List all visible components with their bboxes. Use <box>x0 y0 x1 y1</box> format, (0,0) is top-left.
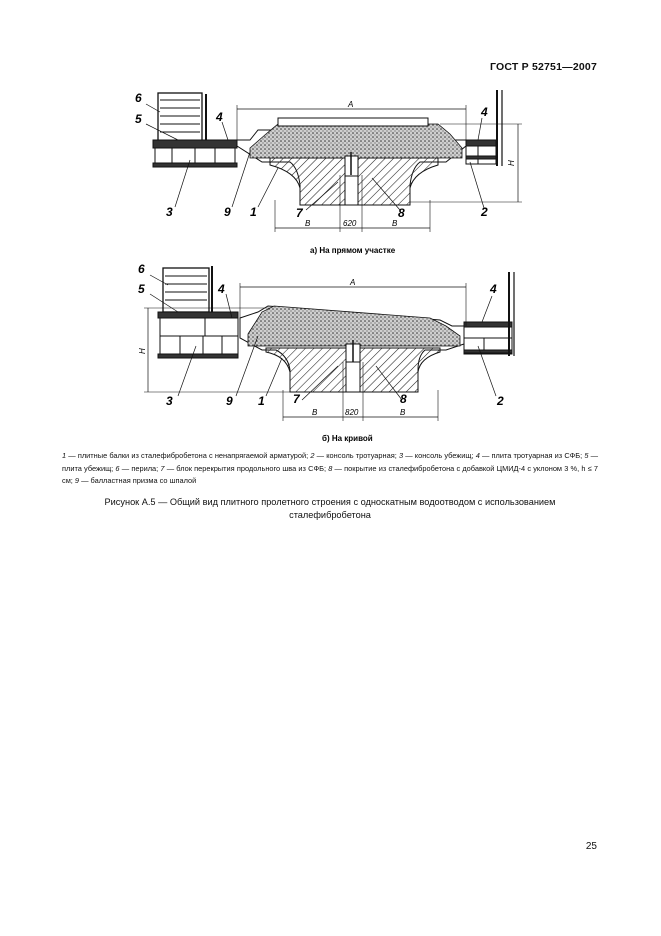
fig-a-label-4-left: 4 <box>216 110 223 124</box>
figure-caption-line-2: сталефибробетона <box>289 509 371 520</box>
fig-a-dim-gap: 620 <box>343 219 357 228</box>
legend-text-1: плитные балки из сталефибробетона с ненапрягаемой арматурой; <box>77 451 309 460</box>
legend-text-3: консоль убежищ; <box>414 451 474 460</box>
legend-num-8: 8 <box>328 463 333 473</box>
page-number: 25 <box>585 841 597 852</box>
legend-num-2: 2 <box>310 451 315 460</box>
fig-a-label-5: 5 <box>135 112 142 126</box>
fig-a-label-2: 2 <box>481 205 488 219</box>
fig-a-dim-a: A <box>348 100 354 109</box>
fig-b-label-1: 1 <box>258 394 265 408</box>
fig-a-label-7: 7 <box>296 206 303 220</box>
fig-b-subcaption: б) На кривой <box>322 434 373 443</box>
figure-caption-line-1: Рисунок А.5 — Общий вид плитного пролетного строения с односкатным водоотводом с использованием <box>104 497 556 507</box>
fig-a-dim-h: H <box>507 160 516 166</box>
figure-caption <box>60 496 600 521</box>
fig-b-dim-b-left: B <box>312 408 318 417</box>
legend-num-7: 7 <box>160 463 165 473</box>
fig-b-label-3: 3 <box>166 394 173 408</box>
fig-b-label-6: 6 <box>138 262 145 276</box>
document-standard-header: ГОСТ Р 52751—2007 <box>489 61 597 73</box>
fig-a-subcaption: а) На прямом участке <box>310 246 396 255</box>
legend-text-2: консоль тротуарная; <box>326 451 397 460</box>
legend-num-5: 5 <box>584 451 589 460</box>
figure-b-drawing <box>144 266 514 421</box>
fig-b-label-8: 8 <box>400 392 407 406</box>
legend-num-9: 9 <box>74 476 80 485</box>
figure-legend: 1 — плитные балки из сталефибробетона с ненапрягаемой арматурой; 2 — консоль тротуарная; 3 — консоль убежищ; 4 — плита тротуарная из СФБ; 5 — плита убежищ; 6 — перила; 7 — блок перекрытия продольного шва из СФБ; 8 — покрытие из сталефибробетона с добавкой ЦМИД-4 с уклоном 3 %, h ≤ 7 см; 9 — балластная призма со шпалой <box>62 451 599 485</box>
fig-b-dim-gap: 820 <box>345 408 359 417</box>
fig-a-dim-b-right: B <box>392 219 398 228</box>
legend-text-7: блок перекрытия продольного шва из СФБ; <box>176 463 327 473</box>
legend-text-8: покрытие из сталефибробетона с добавкой ЦМИД-4 с уклоном 3 %, h ≤ 7 см; <box>62 463 599 485</box>
fig-b-label-2: 2 <box>497 394 504 408</box>
fig-a-label-4-right: 4 <box>481 105 488 119</box>
fig-b-label-5: 5 <box>138 282 145 296</box>
fig-a-label-9: 9 <box>224 205 231 219</box>
fig-b-dim-h: H <box>138 348 147 354</box>
legend-num-1: 1 <box>62 451 67 460</box>
fig-b-dim-b-right: B <box>400 408 406 417</box>
legend-num-6: 6 <box>115 463 120 473</box>
figure-a-drawing <box>146 90 522 232</box>
fig-a-dim-b-left: B <box>305 219 311 228</box>
legend-num-4: 4 <box>475 451 480 460</box>
legend-text-6: перила; <box>131 463 159 473</box>
fig-b-label-7: 7 <box>293 392 300 406</box>
fig-b-label-9: 9 <box>226 394 233 408</box>
fig-a-label-1: 1 <box>250 205 257 219</box>
legend-num-3: 3 <box>398 451 404 460</box>
fig-a-label-8: 8 <box>398 206 405 220</box>
legend-text-5: плита убежищ; <box>62 463 114 473</box>
legend-text-9: балластная призма со шпалой <box>90 476 197 485</box>
fig-a-label-6: 6 <box>135 91 142 105</box>
fig-a-label-3: 3 <box>166 205 173 219</box>
fig-b-label-4-left: 4 <box>218 282 225 296</box>
fig-b-label-4-right: 4 <box>490 282 497 296</box>
fig-b-dim-a: A <box>350 278 356 287</box>
legend-text-4: плита тротуарная из СФБ; <box>491 451 583 460</box>
